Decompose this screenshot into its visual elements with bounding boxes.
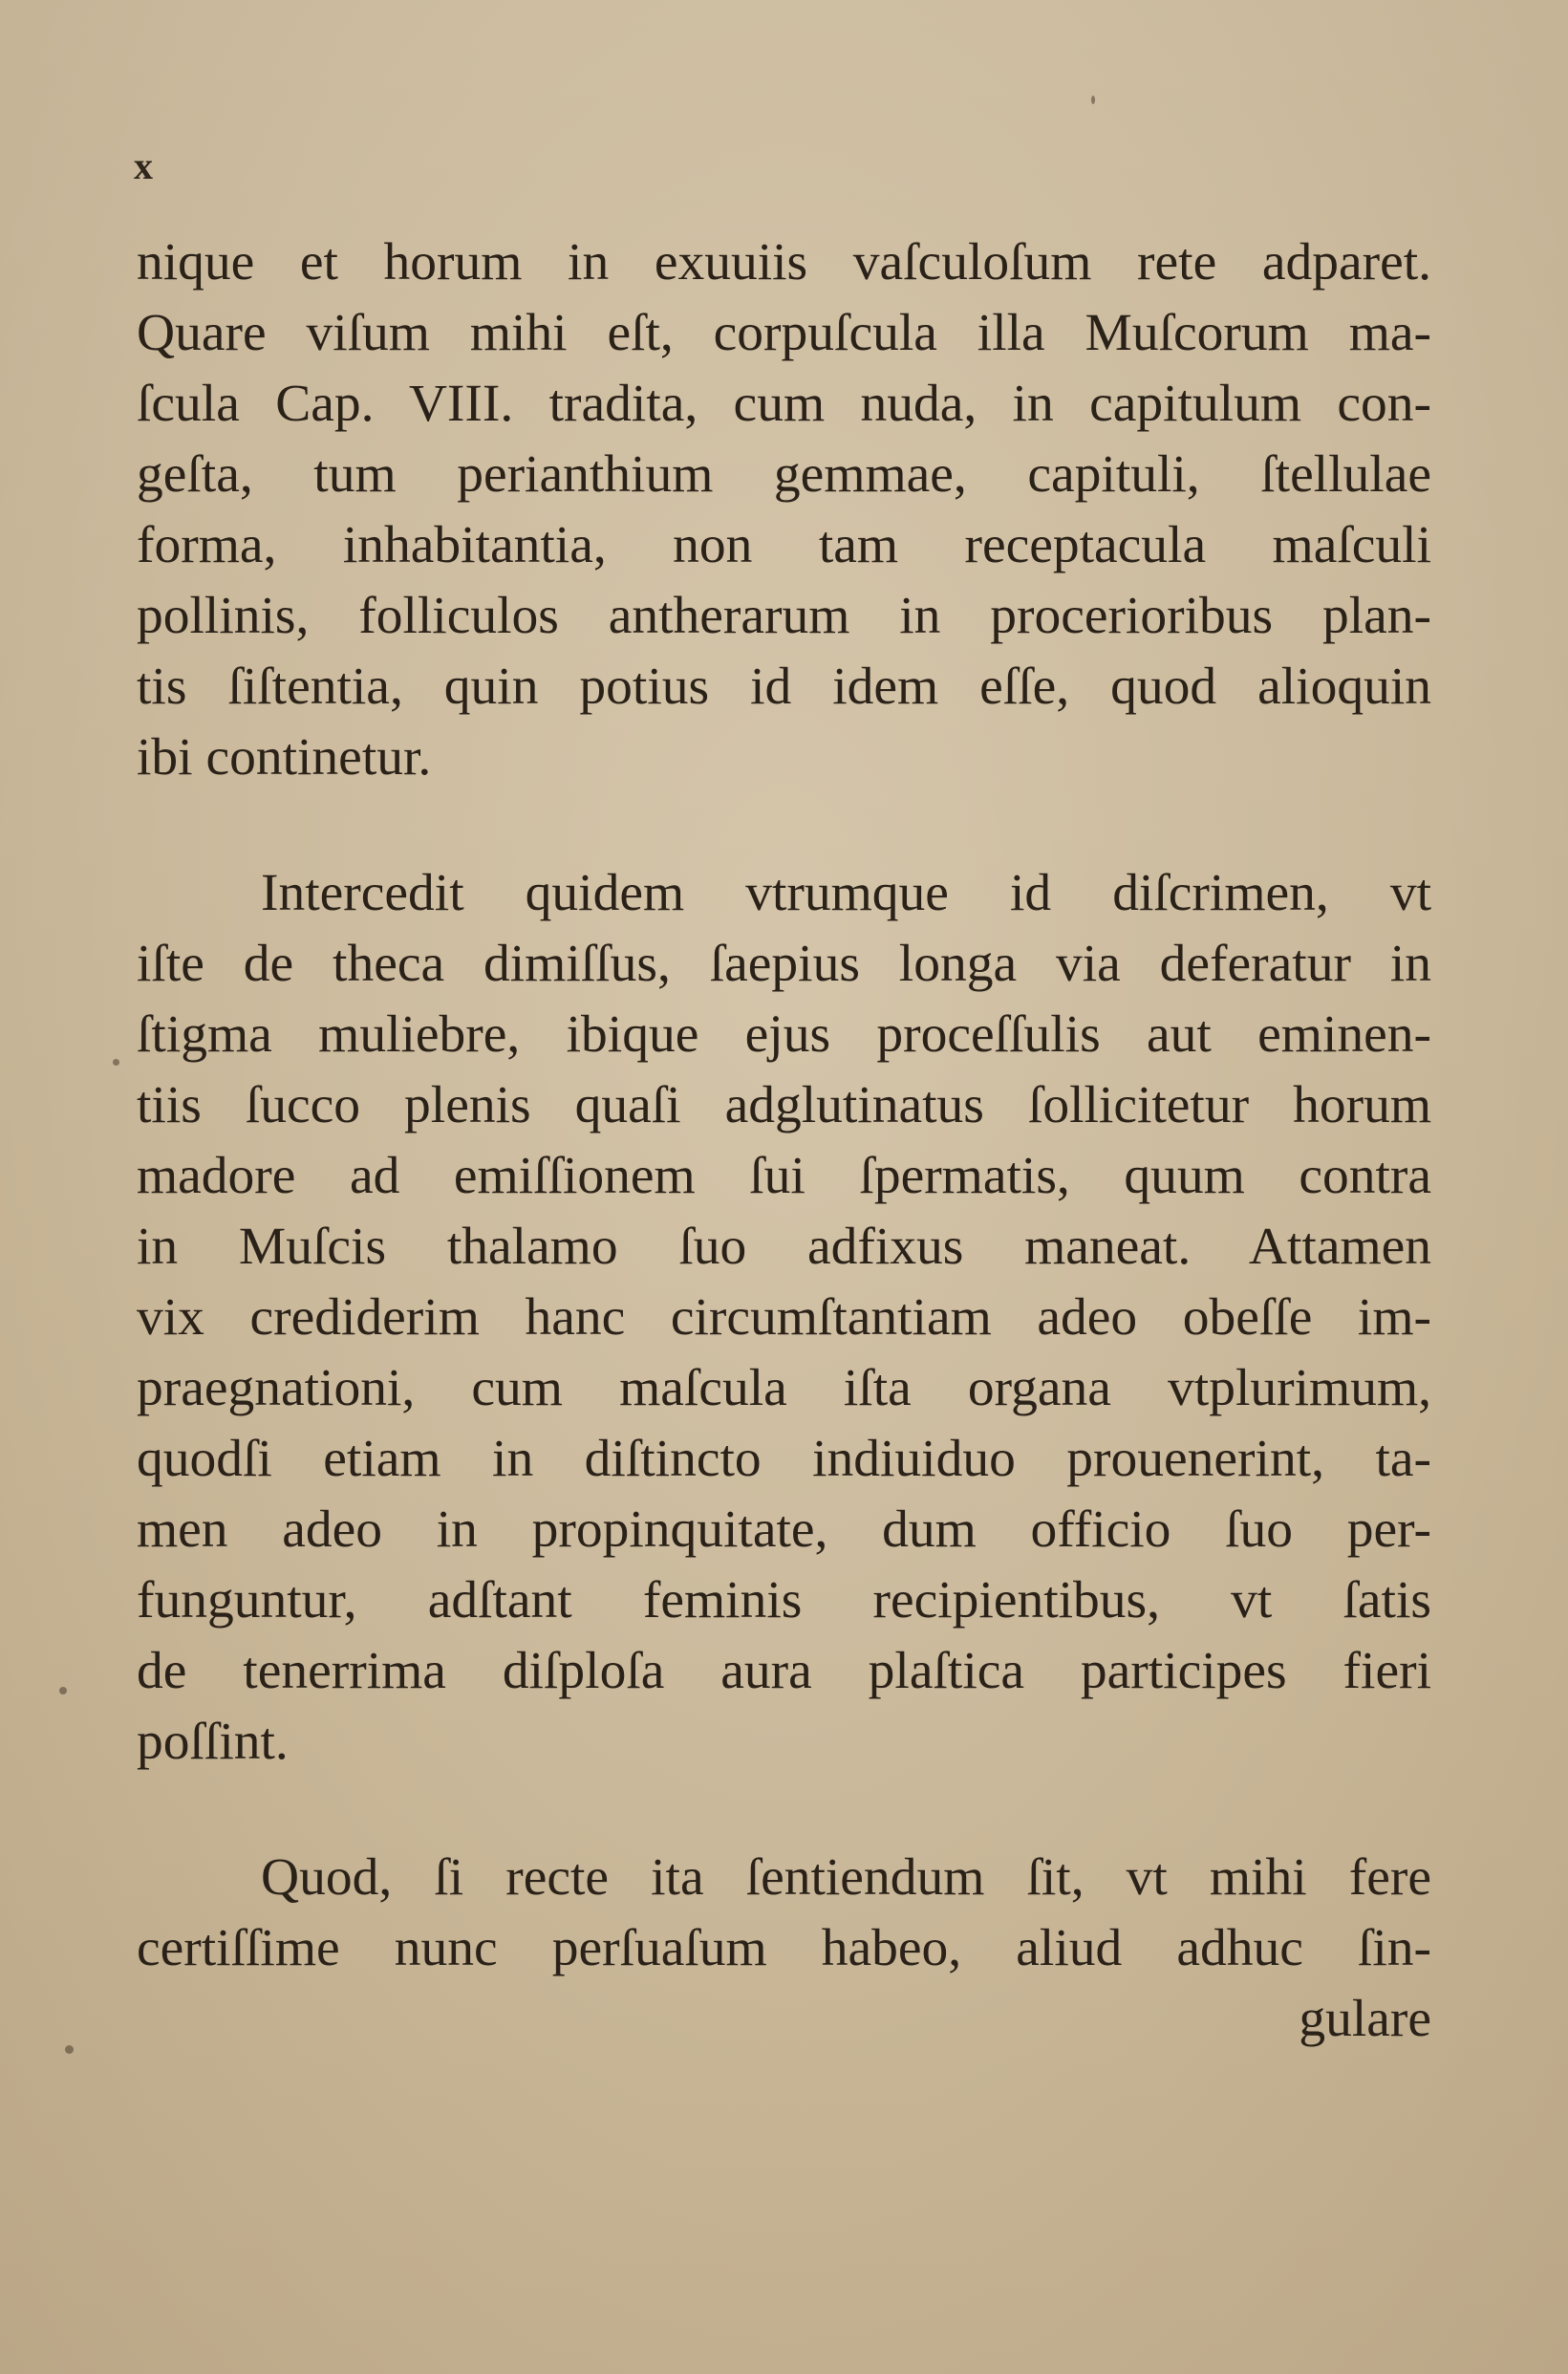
text-line: ſcula Cap. VIII. tradita, cum nuda, in capitulum con- (137, 375, 1431, 433)
text-line: certiſſime nunc perſuaſum habeo, aliud adhuc ſin- (137, 1919, 1431, 1977)
text-line: men adeo in propinquitate, dum officio ſuo per- (137, 1500, 1431, 1559)
text-line: praegnationi, cum maſcula iſta organa vtplurimum, (137, 1359, 1431, 1417)
paragraph-3 (137, 1843, 1431, 1984)
paragraph-1 (137, 227, 1431, 793)
text-line: madore ad emiſſionem ſui ſpermatis, quum contra (137, 1147, 1431, 1205)
text-line: quodſi etiam in diſtincto indiuiduo prouenerint, ta- (137, 1430, 1431, 1488)
text-line: Intercedit quidem vtrumque id diſcrimen, vt (261, 864, 1431, 922)
text-line: in Muſcis thalamo ſuo adfixus maneat. Attamen (137, 1218, 1431, 1276)
paragraph-2 (137, 858, 1431, 1778)
text-line: funguntur, adſtant feminis recipientibus, vt ſatis (137, 1571, 1431, 1629)
text-line: tis ſiſtentia, quin potius id idem eſſe, quod alioquin (137, 658, 1431, 716)
text-line: ibi continetur. (137, 728, 432, 787)
page-number: x (134, 144, 155, 187)
text-line: forma, inhabitantia, non tam receptacula maſculi (137, 516, 1431, 574)
text-line: nique et horum in exuuiis vaſculoſum rete adparet. (137, 233, 1431, 291)
text-line: geſta, tum perianthium gemmae, capituli, ſtellulae (137, 445, 1431, 504)
catchword: gulare (1299, 1990, 1431, 2048)
text-line: Quod, ſi recte ita ſentiendum ſit, vt mihi fere (261, 1848, 1431, 1907)
text-line: Quare viſum mihi eſt, corpuſcula illa Muſcorum ma- (137, 304, 1431, 362)
text-line: poſſint. (137, 1713, 289, 1771)
text-line: pollinis, folliculos antherarum in procerioribus plan- (137, 587, 1431, 645)
text-line: iſte de theca dimiſſus, ſaepius longa via deferatur in (137, 935, 1431, 993)
text-line: ſtigma muliebre, ibique ejus proceſſulis aut eminen- (137, 1005, 1431, 1064)
text-line: de tenerrima diſploſa aura plaſtica participes fieri (137, 1642, 1431, 1700)
text-line: tiis ſucco plenis quaſi adglutinatus ſollicitetur horum (137, 1076, 1431, 1134)
text-line: vix crediderim hanc circumſtantiam adeo obeſſe im- (137, 1288, 1431, 1347)
main-text (137, 227, 1431, 2055)
